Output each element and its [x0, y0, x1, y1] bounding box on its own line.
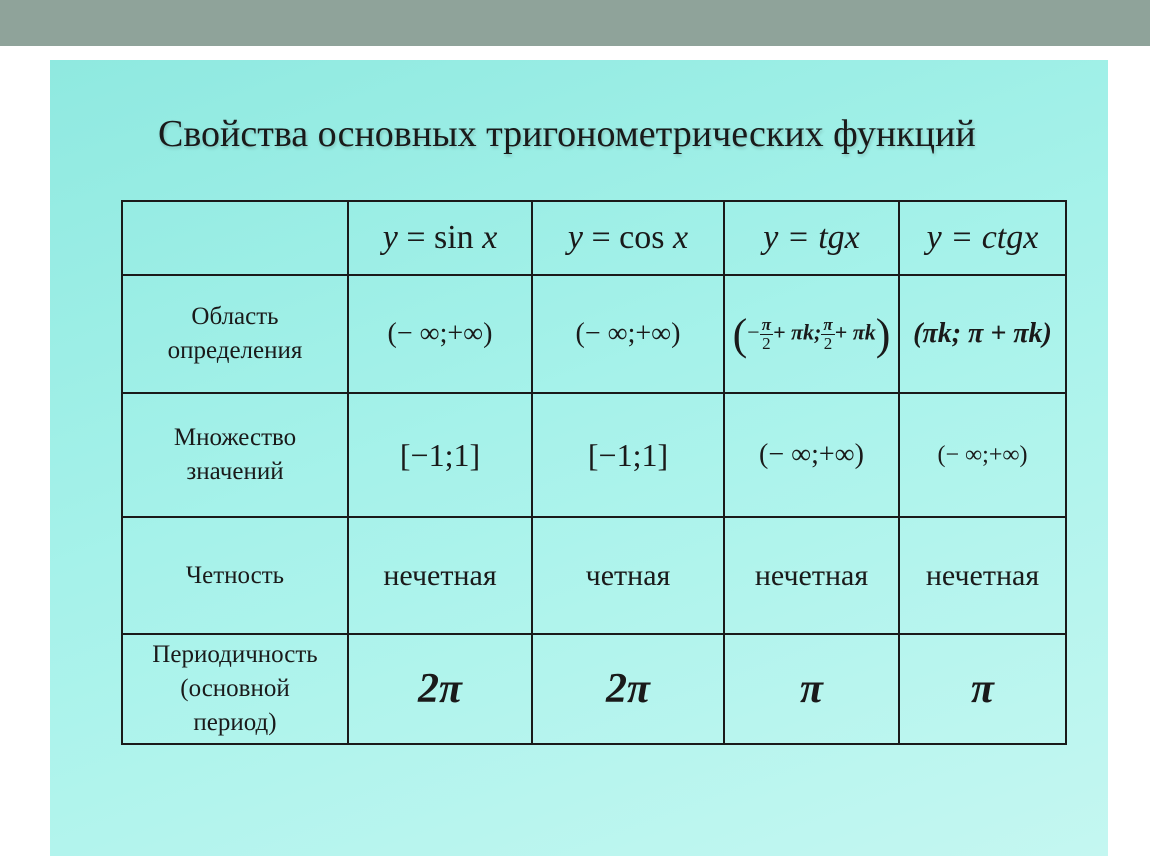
domain-ctg: (πk; π + πk)	[899, 275, 1066, 393]
domain-tg: (− $\frac{\pi}{2}$ + πk; $\frac{\pi}{2}$ + πk)	[724, 275, 899, 393]
row-label-domain: Область определения	[122, 275, 348, 393]
period-cos: 2π	[532, 634, 724, 744]
period-tg: π	[724, 634, 899, 744]
range-ctg: (− ∞;+∞)	[899, 393, 1066, 517]
parity-ctg: нечетная	[899, 517, 1066, 634]
header-sin: y = sin x	[348, 201, 532, 275]
row-label-period: Периодичность (основной период)	[122, 634, 348, 744]
slide-title: Свойства основных тригонометрических функций	[158, 113, 976, 155]
range-tg: (− ∞;+∞)	[724, 393, 899, 517]
parity-cos: четная	[532, 517, 724, 634]
properties-table	[121, 200, 1067, 745]
period-sin: 2π	[348, 634, 532, 744]
row-label-parity: Четность	[122, 517, 348, 634]
top-bar	[0, 0, 1150, 46]
header-ctg: y = ctgx	[899, 201, 1066, 275]
domain-sin: (− ∞;+∞)	[348, 275, 532, 393]
header-tg: y = tgx	[724, 201, 899, 275]
row-label-range: Множество значений	[122, 393, 348, 517]
table-row-range	[122, 393, 1066, 517]
table-row-domain	[122, 275, 1066, 393]
table-row-period	[122, 634, 1066, 744]
range-cos: [−1;1]	[532, 393, 724, 517]
header-cos: y = cos x	[532, 201, 724, 275]
period-ctg: π	[899, 634, 1066, 744]
parity-sin: нечетная	[348, 517, 532, 634]
domain-cos: (− ∞;+∞)	[532, 275, 724, 393]
table-row-parity	[122, 517, 1066, 634]
table-header-row	[122, 201, 1066, 275]
range-sin: [−1;1]	[348, 393, 532, 517]
parity-tg: нечетная	[724, 517, 899, 634]
corner-cell	[122, 201, 348, 275]
